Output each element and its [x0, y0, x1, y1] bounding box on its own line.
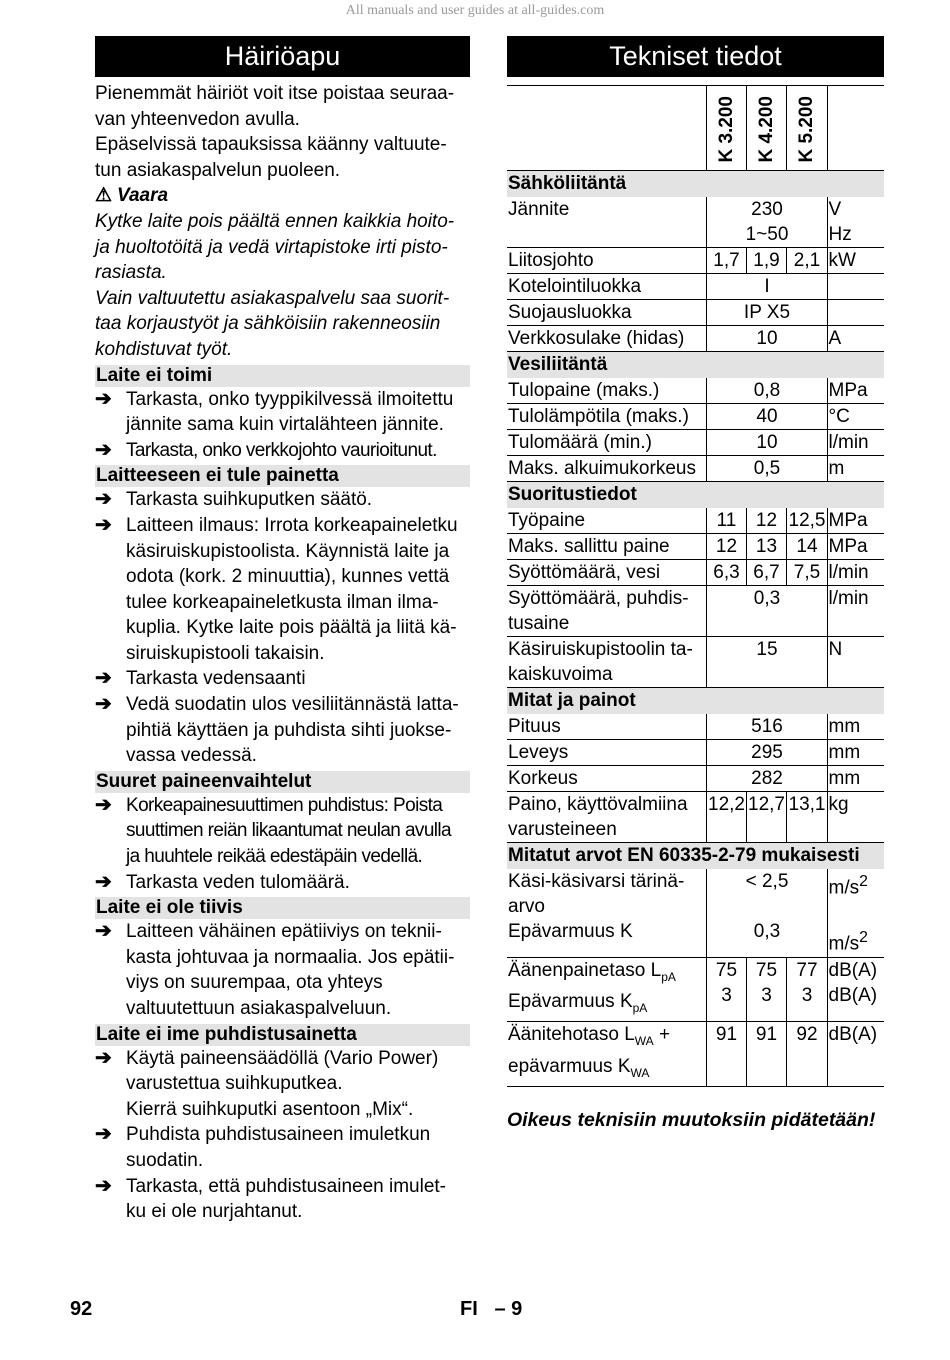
troubleshooting-column — [95, 36, 470, 1225]
list-item — [95, 487, 470, 513]
list-line: suodatin. — [126, 1149, 204, 1171]
warning-triangle-icon: ⚠ — [95, 185, 113, 207]
list-line: kasta johtuvaa ja normaalia. Jos epätii- — [126, 946, 455, 968]
check-list — [95, 1046, 470, 1225]
intro-text — [95, 81, 470, 183]
arrow-right-icon: ➔ — [95, 693, 112, 716]
table-row: Verkkosulake (hidas) 10 A — [507, 326, 884, 352]
model-header: K 4.200 — [746, 86, 786, 171]
watermark: All manuals and user guides at all-guides.com — [345, 3, 605, 18]
list-line: varustettua suihkuputkea. — [126, 1073, 343, 1095]
header-blank — [507, 86, 706, 171]
arrow-right-icon: ➔ — [95, 387, 112, 410]
list-item — [95, 870, 470, 896]
list-item — [95, 513, 470, 667]
technical-data-title: Tekniset tiedot — [507, 36, 884, 77]
section-heading: Laite ei toimi — [95, 365, 470, 387]
table-row: Käsi-käsivarsi tärinä- arvo Epävarmuus K < 2,5 0,3 $m/s^2$ $m/s^2$ — [507, 869, 884, 957]
intro-line: tun asiakaspalvelun puoleen. — [95, 159, 341, 181]
check-list — [95, 919, 470, 1021]
list-line: käsiruiskupistoolista. Käynnistä laite ja — [126, 540, 450, 562]
list-line: Tarkasta, että puhdistusaineen imulet- — [126, 1175, 447, 1197]
table-row: Äänenpainetaso $L_{pA}$ Epävarmuus $K_{pA}$ 75 3 75 3 77 3 dB(A) dB(A) — [507, 957, 884, 1022]
list-line: ku ei ole nurjahtanut. — [126, 1201, 303, 1223]
arrow-right-icon: ➔ — [95, 1123, 112, 1146]
arrow-right-icon: ➔ — [95, 1174, 112, 1197]
list-line: ja huuhtele reikää edestäpäin vedellä. — [126, 846, 423, 868]
list-line: Tarkasta suihkuputken säätö. — [126, 489, 373, 511]
arrow-right-icon: ➔ — [95, 488, 112, 511]
list-item — [95, 1046, 470, 1123]
arrow-right-icon: ➔ — [95, 920, 112, 943]
table-row: Leveys 295 mm — [507, 740, 884, 766]
table-row: Jännite 230 1~50 V Hz — [507, 197, 884, 248]
warning-line: taa korjaustyöt ja sähköisiin rakenneosiin — [95, 313, 441, 335]
list-line: valtuutettuun asiakaspalveluun. — [126, 998, 392, 1019]
table-row: Tulomäärä (min.) 10 l/min — [507, 430, 884, 456]
intro-line: Epäselvissä tapauksissa käänny valtuute- — [95, 134, 447, 156]
technical-data-column — [507, 36, 884, 1132]
spec-table — [507, 85, 884, 1087]
list-line: suuttimen reiän likaantumat neulan avulla — [126, 820, 451, 842]
warning-line: Vain valtuutettu asiakaspalvelu saa suorit- — [95, 287, 450, 309]
table-row: Äänitehotaso $L_{WA}$ + epävarmuus $K_{WA}$ 91 91 92 dB(A) — [507, 1022, 884, 1087]
intro-line: Pienemmät häiriöt voit itse poistaa seuraa- — [95, 83, 455, 104]
unit-header — [827, 86, 884, 171]
list-line: vassa vedessä. — [126, 745, 257, 767]
warning-line: Kytke laite pois päältä ennen kaikkia hoito- — [95, 210, 455, 232]
table-row: Suojausluokka IP X5 — [507, 300, 884, 326]
troubleshooting-title: Häiriöapu — [95, 36, 470, 77]
list-item — [95, 666, 470, 692]
table-section-row: Mitatut arvot EN 60335-2-79 mukaisesti — [507, 843, 884, 870]
table-row: Syöttömäärä, vesi 6,3 6,7 7,5 l/min — [507, 560, 884, 586]
arrow-right-icon: ➔ — [95, 793, 112, 816]
list-item — [95, 1122, 470, 1173]
list-line: viys on suurempaa, ota yhteys — [126, 972, 383, 994]
arrow-right-icon: ➔ — [95, 513, 112, 536]
page-footer-label: FI – 9 — [460, 1298, 523, 1320]
list-line: odota (kork. 2 minuuttia), kunnes vettä — [126, 566, 450, 588]
page-number: 92 — [70, 1298, 93, 1320]
table-row: Kotelointiluokka I — [507, 274, 884, 300]
warning-line: ja huoltotöitä ja vedä virtapistoke irti pisto- — [95, 236, 448, 258]
table-row: Tulopaine (maks.) 0,8 MPa — [507, 378, 884, 404]
table-row: Paino, käyttövalmiina varusteineen 12,2 12,7 13,1 kg — [507, 792, 884, 843]
table-section-row: Sähköliitäntä — [507, 171, 884, 198]
warning-label: Vaara — [117, 185, 169, 207]
list-line: Tarkasta veden tulomäärä. — [126, 871, 350, 893]
warning-line: rasiasta. — [95, 262, 167, 284]
list-line: siruiskupistooli takaisin. — [126, 642, 325, 664]
disclaimer-note: Oikeus teknisiin muutoksiin pidätetään! — [507, 1108, 876, 1131]
list-line: jännite sama kuin virtalähteen jännite. — [126, 414, 444, 436]
table-row: Pituus 516 mm — [507, 714, 884, 740]
list-item — [95, 692, 470, 769]
warning-text — [95, 209, 470, 363]
arrow-right-icon: ➔ — [95, 1046, 112, 1069]
table-header-row — [507, 86, 884, 171]
list-line: Korkeapainesuuttimen puhdistus: Poista — [126, 794, 443, 816]
list-line: Tarkasta, onko verkkojohto vaurioitunut. — [126, 439, 437, 461]
model-header: K 3.200 — [706, 86, 746, 171]
arrow-right-icon: ➔ — [95, 870, 112, 893]
check-list — [95, 487, 470, 769]
table-section-row: Suoritustiedot — [507, 482, 884, 509]
list-item — [95, 793, 470, 870]
section-heading: Laite ei ole tiivis — [95, 897, 470, 919]
table-row: Maks. sallittu paine 12 13 14 MPa — [507, 534, 884, 560]
list-line: tulee korkeapaineletkusta ilman ilma- — [126, 591, 439, 613]
table-section-row: Vesiliitäntä — [507, 352, 884, 379]
list-line: Kierrä suihkuputki asentoon „Mix“. — [126, 1098, 414, 1120]
list-line: Vedä suodatin ulos vesiliitännästä latta- — [126, 694, 459, 716]
arrow-right-icon: ➔ — [95, 438, 112, 461]
list-line: Puhdista puhdistusaineen imuletkun — [126, 1124, 431, 1146]
intro-line: van yhteenvedon avulla. — [95, 108, 300, 130]
table-row: Korkeus 282 mm — [507, 766, 884, 792]
list-item — [95, 438, 470, 464]
table-row: Syöttömäärä, puhdis- tusaine 0,3 l/min — [507, 586, 884, 637]
list-item — [95, 387, 470, 438]
list-line: Käytä paineensäädöllä (Vario Power) — [126, 1047, 439, 1069]
list-line: Tarkasta vedensaanti — [126, 668, 306, 690]
table-row: Liitosjohto 1,7 1,9 2,1 kW — [507, 248, 884, 274]
warning-line: kohdistuvat työt. — [95, 338, 233, 360]
warning-heading — [95, 183, 470, 209]
check-list — [95, 793, 470, 895]
list-item — [95, 919, 470, 1021]
section-heading: Laite ei ime puhdistusainetta — [95, 1024, 470, 1046]
table-row: Maks. alkuimukorkeus 0,5 m — [507, 456, 884, 482]
model-header: K 5.200 — [786, 86, 827, 171]
list-line: Laitteen ilmaus: Irrota korkeapaineletku — [126, 514, 458, 536]
arrow-right-icon: ➔ — [95, 667, 112, 690]
section-heading: Laitteeseen ei tule painetta — [95, 465, 470, 487]
table-section-row: Mitat ja painot — [507, 688, 884, 715]
list-line: Laitteen vähäinen epätiiviys on teknii- — [126, 921, 442, 943]
check-list — [95, 387, 470, 464]
table-row: Tulolämpötila (maks.) 40 °C — [507, 404, 884, 430]
section-heading: Suuret paineenvaihtelut — [95, 771, 470, 793]
table-row: Käsiruiskupistoolin ta- kaiskuvoima 15 N — [507, 637, 884, 688]
table-row: Työpaine 11 12 12,5 MPa — [507, 508, 884, 534]
list-line: Tarkasta, onko tyyppikilvessä ilmoitettu — [126, 388, 454, 410]
list-item — [95, 1174, 470, 1225]
list-line: kuplia. Kytke laite pois päältä ja liitä kä- — [126, 617, 457, 639]
list-line: pihtiä käyttäen ja puhdista sihti juokse- — [126, 719, 452, 741]
